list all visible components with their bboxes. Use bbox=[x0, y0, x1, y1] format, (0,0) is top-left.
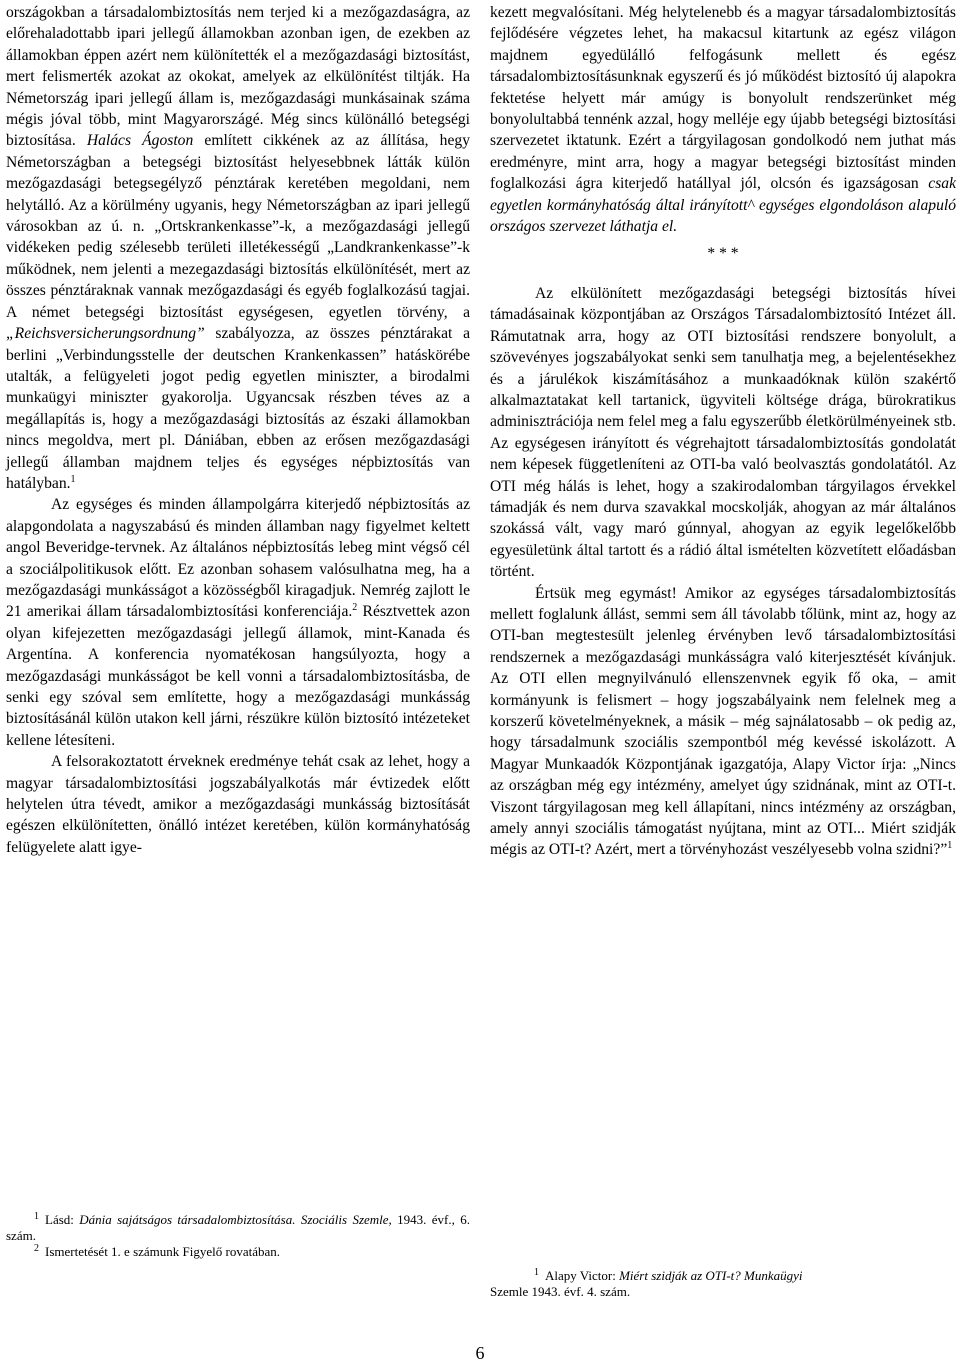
citation-italic: Dánia sajátságos társadalombiztosítása. Szociális Szemle, bbox=[79, 1212, 392, 1227]
text-run: szabályozza, az összes pénztárakat a berlini „Verbindungsstelle der deutschen Krankenkassen” hatáskörébe utalták, a felügyeleti jogot pedig egyetlen miniszter, a birodalmi munkaügyi miniszter gyakorolja. Ugyancsak részben téves az a megállapítás is, hogy a mezőgazdasági biztosítás az északi államokban nincs megoldva, mert pl. Dániában, ebben az erősen mezőgazdasági jellegű államban majdnem teljes és egységes népbiztosítás van hatályban. bbox=[6, 325, 470, 492]
footnote-ref: 2 bbox=[352, 602, 358, 614]
text-run: 1943. évf., 6. szám. bbox=[6, 1212, 470, 1243]
text-run: Értsük meg egymást! Amikor az egységes társadalombiztosítás mellett foglalunk állást, semmi sem áll távolabb tőlünk, mint az, hogy az OTI-ban megtestesült jelenleg érvényben levő társadalombiztosítási rendszernek a mezőgazdasági munkásságra való kiterjesztését kívánjuk. Az OTI ellen megnyilvánuló ellenszenvnek egyik fő oka, – amit kormányunk is felismert – hogy jogszabályaink nem felelnek meg a korszerű követelményeknek, a másik – még sajnálatosabb – ok pedig az, hogy társadalmunk szociális szempontból még kevéssé iskolázott. A Magyar Munkaadók Központjának igazgatója, Alapy Victor írja: „Nincs az országban még egy intézmény, amelyet úgy szidnának, mint az OTI-t. Viszont tárgyilagosan meg kell állapítani, nincs intézmény az országban, amely annyi szociális támogatást nyújtana, mint az OTI... Miért szidják mégis az OTI-t? Azért, mert a törvényhozást veszélyesebb volna szidni?” bbox=[490, 584, 956, 859]
footnote-number: 1 bbox=[534, 1266, 539, 1278]
author-name-italic: Halács Ágoston bbox=[86, 132, 194, 150]
text-run: Az egységes és minden állampolgárra kiterjedő népbiztosítás az alapgondolata a nagyszabású és minden államban nagy figyelmet keltett angol Beveridge-tervnek. Az általános népbiztosítás lebeg mint végső cél a szociálpolitikusok előtt. Ez azonban sohasem valósulhatna meg, ha a mezőgazdasági munkásságot a közösségből kiragadjuk. Nemrég zajlott le 21 amerikai állam társadalombiztosítási konferenciája. bbox=[6, 496, 470, 621]
footnotes-left bbox=[6, 1212, 470, 1260]
right-paragraph-1 bbox=[490, 2, 956, 237]
left-paragraph-3: A felsorakoztatott érveknek eredménye tehát csak az lehet, hogy a magyar társadalombiztosítási jogszabályalkotás már évtizedek előtt helytelen útra tévedt, amikor a mezőgazdasági munkásság biztosítását egészen elkülönítetten, önálló intézet keretében, külön kormányhatóság felügyelete alatt igye- bbox=[6, 753, 470, 856]
footnote-2 bbox=[6, 1244, 470, 1260]
left-paragraph-2 bbox=[6, 494, 470, 751]
footnote-ref: 1 bbox=[70, 473, 76, 485]
page-number: 6 bbox=[475, 1343, 485, 1363]
right-column bbox=[490, 2, 956, 861]
left-paragraph-1 bbox=[6, 2, 470, 494]
text-run: Résztvettek azon olyan kifejezetten mezőgazdasági jellegű államok, mint-Kanada és Argentína. A konferencia nyomatékosan hangsúlyozta, hogy a mezőgazdasági munkásságot be kell vonni a társadalombiztosításba, de senki egy szóval sem említette, hogy a mezőgazdasági munkásság biztosításánál külön utakon kell járni, részükre külön biztosító intézeteket kellene létesíteni. bbox=[6, 603, 470, 749]
footnote-1-right bbox=[490, 1268, 956, 1300]
right-paragraph-3 bbox=[490, 583, 956, 861]
footnote-1 bbox=[6, 1212, 470, 1244]
left-column bbox=[6, 2, 470, 858]
text-run: országokban a társadalombiztosítás nem terjed ki a mezőgazdaságra, az előrehaladottabb ipari jellegű államokban azonban igen, de ezekben az államokban éppen azért nem különítették el a mezőgazdasági biztosítást, mert felismerték azokat az okokat, amelyek az elkülönítést tiltják. Ha Németország ipari jellegű állam is, mezőgazdasági munkásainak száma mégis jóval több, mint Magyarországé. Még sincs különálló betegségi biztosítása. bbox=[6, 4, 470, 150]
law-title-italic: „Reichsversicherungsordnung” bbox=[6, 325, 205, 343]
text-run: Lásd: bbox=[45, 1212, 80, 1227]
section-separator: * * * bbox=[707, 245, 739, 263]
right-paragraph-2: Az elkülönített mezőgazdasági betegségi biztosítás hívei támadásainak központjában az Országos Társadalombiztosító Intézet áll. Rámutatnak arra, hogy az OTI biztosítási rendszere bonyolult, a szövevényes jogszabályokat senki sem tanulhatja meg, a bejelentésekhez és a járulékok kiszámításához a munkaadóknak külön szakértő alkalmaztatakat kell tartanick, ügyviteli költsége drága, bürokratikus adminisztrációja nem felel meg a falu egyszerűbb életkörülményeinek stb. Az egységesen irányított és végrehajtott társadalombiztosítás gondolatát nem képesek függetleníteni az OTI-ba való beolvasztás gondolatától. Az OTI még hálás is lehet, hogy a szakirodalomban tárgyilagos érvekkel támadják és nem durva szavakkal mocskolják, ahogyan az már általános szokássá vált, vagy maró gúnnyal, ahogyan az egyik legelőkelőbb egyesületünk által tartott és a rádió által ismételten közvetített előadásban történt. bbox=[490, 284, 956, 581]
emphasis-italic: csak egyetlen kormányhatóság által irányított^ egységes elgondoláson alapuló országos szervezet láthatja el. bbox=[490, 175, 956, 236]
citation-italic: Miért szidják az OTI-t? Munkaügyi bbox=[619, 1268, 803, 1283]
footnote-number: 2 bbox=[34, 1242, 39, 1254]
footnote-ref: 1 bbox=[947, 840, 953, 852]
footnote-number: 1 bbox=[34, 1210, 39, 1222]
text-run: kezett megvalósítani. Még helytelenebb és a magyar társadalombiztosítás fejlődésére végzetes lehet, ha makacsul kitartunk az egész világon majdnem egyedülálló felfogásunk mellett és egész társadalombiztosításunknak egyszerű és jó működést biztosító új alapokra fektetése helyett már amúgy is bonyolult rendszerünket még bonyolultabbá tennénk azzal, hogy melléje egy újabb betegségi biztosítási szervezetet iktatunk. Ezért a tárgyilagosan gondolkodó nem juthat más eredményre, mint arra, hogy a magyar betegségi biztosítást minden foglalkozási ágra kiterjedő hatállyal jól, olcsón és igazságosan bbox=[490, 4, 956, 193]
text-run: Alapy Victor: bbox=[545, 1268, 620, 1283]
footnotes-right bbox=[490, 1268, 956, 1300]
text-run: említett cikkének az az állítása, hegy Németországban a betegségi biztosítást helyesebbnek látták külön mezőgazdasági betegsegélyző pénztárak keretében megoldani, nem helytálló. Az a körülmény ugyanis, hegy Németországban az ipari jellegű városokban az ú. n. „Ortskrankenkasse”-k, a mezőgazdasági jellegű vidékeken pedig szélesebb területi illetékességű „Landkrankenkasse”-k működnek, nem jelenti a mezegazdasági biztosítás elkülönítését, mert az összes pénztáraknak vannak mezőgazdasági és egyéb foglalkozású tagjai. A német betegségi biztosítást egységesen, egyetlen törvény, a bbox=[6, 132, 470, 321]
text-run: Szemle 1943. évf. 4. szám. bbox=[490, 1284, 631, 1299]
text-run: Ismertetését 1. e számunk Figyelő rovatában. bbox=[45, 1244, 281, 1259]
